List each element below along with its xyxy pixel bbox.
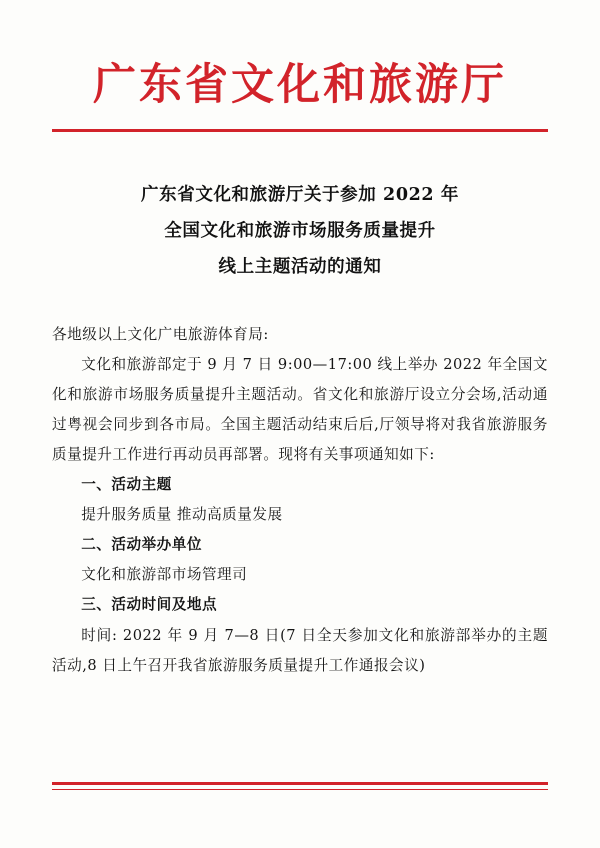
intro-paragraph: 文化和旅游部定于 9 月 7 日 9:00—17:00 线上举办 2022 年全国文化和旅游市场服务质量提升主题活动。省文化和旅游厅设立分会场,活动通过粤视会同步到各市局。全国主题活动结束后后,厅领导将对我省旅游服务质量提升工作进行再动员再部署。现将有关事项通知如下: [52,355,548,464]
footer-divider [52,782,548,790]
masthead [52,0,548,132]
section-heading-2: 二、活动举办单位 [81,536,202,554]
footer-rule-thin [52,789,548,790]
footer-rule-thick [52,782,548,785]
masthead-divider [52,129,548,132]
document-title [52,178,548,286]
section-content-3: 时间: 2022 年 9 月 7—8 日(7 日全天参加文化和旅游部举办的主题活动,8 日上午召开我省旅游服务质量提升工作通报会议) [52,626,548,674]
document-title-line-2: 全国文化和旅游市场服务质量提升 [164,221,436,242]
document-title-line-3: 线上主题活动的通知 [218,257,382,278]
section-content-1: 提升服务质量 推动高质量发展 [81,506,283,524]
document-title-line-1: 广东省文化和旅游厅关于参加 2022 年 [141,185,459,206]
section-heading-3: 三、活动时间及地点 [81,596,218,614]
document-body [52,320,548,681]
section-heading-1: 一、活动主题 [81,476,172,494]
section-content-2: 文化和旅游部市场管理司 [81,566,248,584]
salutation: 各地级以上文化广电旅游体育局: [52,325,269,343]
agency-name: 广东省文化和旅游厅 [93,60,507,110]
